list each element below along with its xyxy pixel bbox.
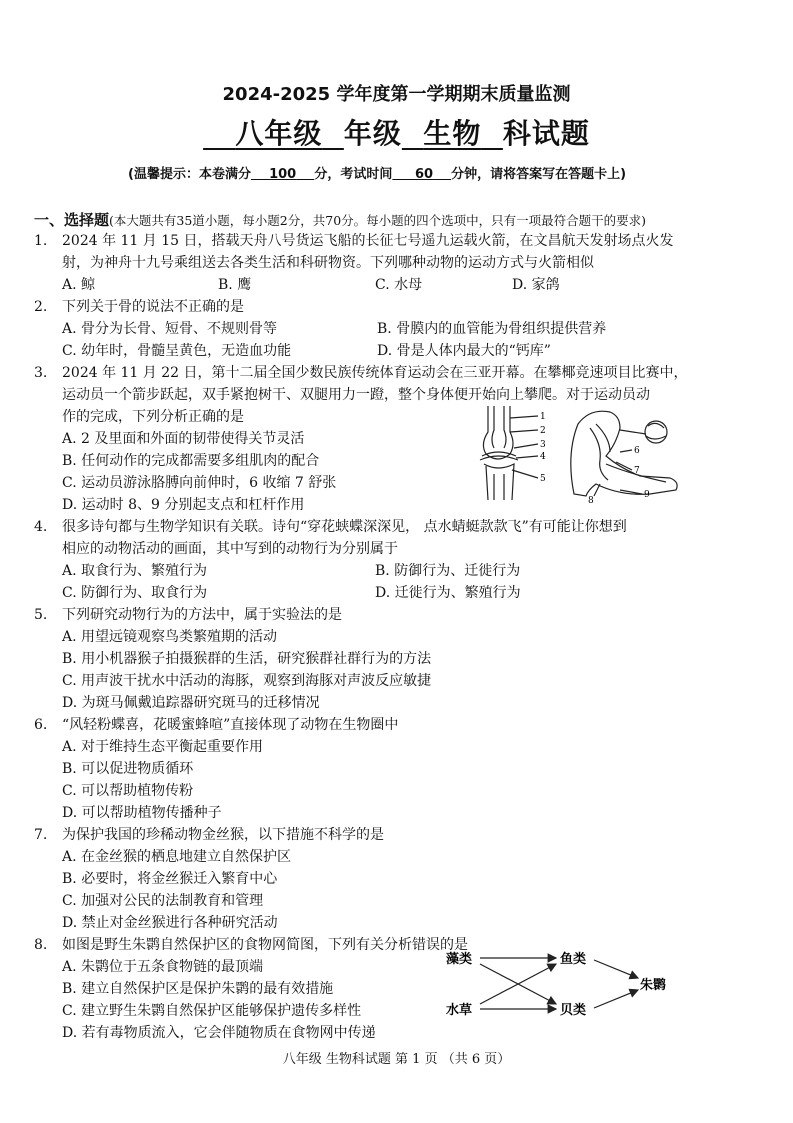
q1-stem-1: 2024 年 11 月 15 日，搭载天舟八号货运飞船的长征七号遥九运载火箭，在文昌航天发射场点火发: [62, 233, 674, 249]
q3-option-a[interactable]: A. 2 及里面和外面的韧带使得关节灵活: [62, 431, 305, 447]
q2-option-c[interactable]: C. 幼年时，骨髓呈黄色，无造血功能: [62, 343, 292, 359]
q6-stem: “风轻粉蝶喜，花暖蜜蜂喧”直接体现了动物在生物圈中: [62, 717, 399, 733]
tip-suffix: 分钟，请将答案写在答题卡上): [451, 167, 627, 182]
q8-option-c[interactable]: C. 建立野生朱鹮自然保护区能够保护遗传多样性: [62, 1003, 362, 1019]
q8-option-d[interactable]: D. 若有毒物质流入，它会伴随物质在食物网中传递: [62, 1025, 376, 1041]
q2-option-b[interactable]: B. 骨膜内的血管能为骨组织提供营养: [377, 321, 607, 337]
fig-label-3: 3: [540, 440, 546, 450]
q1-number: 1.: [34, 233, 48, 249]
grade: 八年级: [235, 117, 323, 150]
tip-prefix: (温馨提示：本卷满分: [128, 167, 251, 182]
q2-stem: 下列关于骨的说法不正确的是: [62, 299, 244, 315]
q3-stem-2: 运动员一个箭步跃起，双手紧抱树干、双腿用力一蹬，整个身体便开始向上攀爬。对于运动员动: [62, 387, 650, 403]
q5-option-a[interactable]: A. 用望远镜观察鸟类繁殖期的活动: [62, 629, 278, 645]
q1-option-d[interactable]: D. 家鸽: [512, 277, 560, 293]
q5-stem: 下列研究动物行为的方法中，属于实验法的是: [62, 607, 342, 623]
q6-option-a[interactable]: A. 对于维持生态平衡起重要作用: [62, 739, 264, 755]
fig-label-2: 2: [540, 426, 546, 436]
knee-joint-diagram: [480, 406, 538, 500]
q3-number: 3.: [34, 365, 48, 381]
q8-option-b[interactable]: B. 建立自然保护区是保护朱鹮的最有效措施: [62, 981, 334, 997]
q4-option-a[interactable]: A. 取食行为、繁殖行为: [62, 563, 208, 579]
section-heading: [34, 209, 646, 230]
q4-number: 4.: [34, 519, 48, 535]
q3-stem-1: 2024 年 11 月 22 日，第十二届全国少数民族传统体育运动会在三亚开幕。在攀椰竞速项目比赛中，: [62, 365, 688, 381]
node-shellfish: 贝类: [560, 1003, 587, 1018]
q5-option-b[interactable]: B. 用小机器猴子拍摄猴群的生活，研究猴群社群行为的方法: [62, 651, 432, 667]
fig-label-8: 8: [588, 496, 594, 504]
q4-option-d[interactable]: D. 迁徙行为、繁殖行为: [375, 585, 521, 601]
q2-option-a[interactable]: A. 骨分为长骨、短骨、不规则骨等: [62, 321, 278, 337]
section-title: 一、选择题: [34, 211, 110, 229]
tip-mid: 分，考试时间: [314, 167, 393, 182]
subject-suffix: 科试题: [502, 117, 590, 150]
arrow-shellfish-ibis: [594, 990, 638, 1008]
q3-stem-3: 作的完成，下列分析正确的是: [62, 409, 244, 425]
fig-label-6: 6: [634, 446, 640, 456]
q7-option-b[interactable]: B. 必要时，将金丝猴迁入繁育中心: [62, 871, 278, 887]
q6-option-b[interactable]: B. 可以促进物质循环: [62, 761, 194, 777]
q3-option-b[interactable]: B. 任何动作的完成都需要多组肌肉的配合: [62, 453, 320, 469]
food-web-diagram: [440, 944, 700, 1024]
node-weed: 水草: [446, 1003, 473, 1018]
q3-option-c[interactable]: C. 运动员游泳胳膊向前伸时，6 收缩 7 舒张: [62, 475, 337, 491]
exam-tip: [128, 163, 626, 182]
q2-option-d[interactable]: D. 骨是人体内最大的“钙库”: [377, 343, 551, 359]
q4-option-c[interactable]: C. 防御行为、取食行为: [62, 585, 208, 601]
q4-stem-1: 很多诗句都与生物学知识有关联。诗句“穿花蛱蝶深深见， 点水蜻蜓款款飞”有可能让你想到: [62, 519, 627, 535]
q5-option-d[interactable]: D. 为斑马佩戴追踪器研究斑马的迁移情况: [62, 695, 320, 711]
q4-option-b[interactable]: B. 防御行为、迁徙行为: [375, 563, 521, 579]
q6-option-d[interactable]: D. 可以帮助植物传播种子: [62, 805, 222, 821]
q5-number: 5.: [34, 607, 48, 623]
q6-option-c[interactable]: C. 可以帮助植物传粉: [62, 783, 194, 799]
q4-stem-2: 相应的动物活动的画面，其中写到的动物行为分别属于: [62, 541, 398, 557]
arrow-fish-ibis: [594, 960, 638, 978]
section-note: (本大题共有35道小题，每小题2分，共70分。每小题的四个选项中，只有一项最符合题干的要求): [109, 213, 647, 228]
exam-title: 2024-2025 学年度第一学期期末质量监测: [222, 84, 571, 105]
subject: 生物: [423, 117, 482, 150]
q1-option-a[interactable]: A. 鲸: [62, 277, 96, 293]
node-fish: 鱼类: [560, 952, 587, 967]
q5-option-c[interactable]: C. 用声波干扰水中活动的海豚，观察到海豚对声波反应敏捷: [62, 673, 432, 689]
q8-number: 8.: [34, 937, 48, 953]
q7-option-d[interactable]: D. 禁止对金丝猴进行各种研究活动: [62, 915, 278, 931]
q7-option-c[interactable]: C. 加强对公民的法制教育和管理: [62, 893, 264, 909]
q1-option-b[interactable]: B. 鹰: [218, 277, 252, 293]
fig-label-7: 7: [634, 466, 640, 476]
fig-label-9: 9: [644, 490, 650, 500]
fig-label-4: 4: [540, 452, 546, 462]
q7-option-a[interactable]: A. 在金丝猴的栖息地建立自然保护区: [62, 849, 292, 865]
node-algae: 藻类: [446, 952, 473, 967]
fig-label-5: 5: [540, 474, 546, 484]
q1-option-c[interactable]: C. 水母: [375, 277, 423, 293]
exam-subtitle: [0, 112, 793, 152]
node-ibis: 朱鹮: [640, 978, 667, 993]
joint-arm-figure: [470, 404, 685, 504]
q2-number: 2.: [34, 299, 48, 315]
page-footer: 八年级 生物科试题 第 1 页 （共 6 页）: [282, 1052, 511, 1067]
q6-number: 6.: [34, 717, 48, 733]
fig-label-1: 1: [540, 412, 546, 422]
q8-option-a[interactable]: A. 朱鹮位于五条食物链的最顶端: [62, 959, 264, 975]
q7-number: 7.: [34, 827, 48, 843]
arm-diagram: [571, 411, 677, 496]
full-score: 100: [269, 167, 297, 182]
q3-option-d[interactable]: D. 运动时 8、9 分别起支点和杠杆作用: [62, 497, 305, 513]
grade-suffix: 年级: [343, 117, 402, 150]
duration: 60: [414, 167, 434, 182]
q7-stem: 为保护我国的珍稀动物金丝猴，以下措施不科学的是: [62, 827, 384, 843]
q8-stem: 如图是野生朱鹮自然保护区的食物网简图，下列有关分析错误的是: [62, 937, 468, 953]
q1-stem-2: 射，为神舟十九号乘组送去各类生活和科研物资。下列哪种动物的运动方式与火箭相似: [62, 255, 594, 271]
